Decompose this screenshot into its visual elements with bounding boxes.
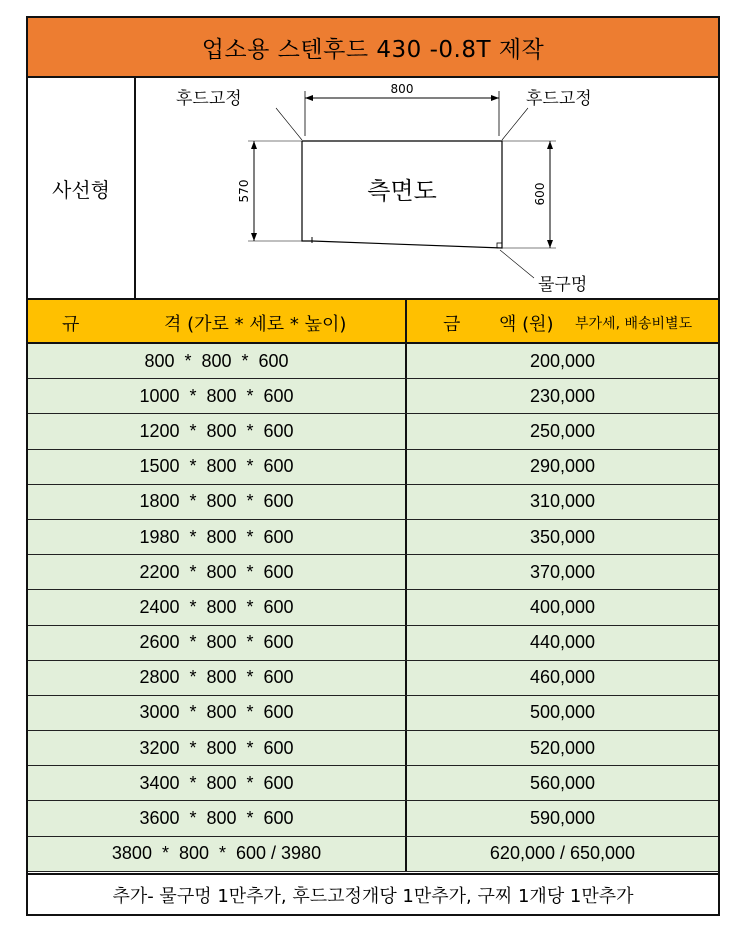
spec-cell: 3000 * 800 * 600 (28, 696, 407, 730)
table-row (28, 485, 718, 520)
price-header-first: 금 (443, 314, 461, 335)
arrow-head (547, 141, 553, 149)
callout-leader (276, 108, 302, 140)
spec-cell: 1200 * 800 * 600 (28, 414, 407, 448)
price-cell: 230,000 (529, 385, 596, 406)
spec-cell: 3400 * 800 * 600 (28, 766, 407, 800)
price-cell: 520,000 (529, 737, 596, 758)
table-row (28, 731, 718, 766)
hood-type-label: 사선형 (28, 78, 136, 298)
price-cell: 440,000 (529, 632, 596, 653)
callout-leader (502, 108, 528, 140)
left-height-label: 570 (237, 179, 251, 203)
price-cell: 460,000 (529, 667, 596, 688)
callout-leader (500, 250, 534, 278)
drain-callout: 물구멍 (538, 275, 588, 295)
table-row (28, 555, 718, 590)
price-cell: 350,000 (529, 526, 596, 547)
table-row (28, 379, 718, 414)
price-sheet (26, 16, 720, 916)
table-row (28, 801, 718, 836)
spec-cell: 2200 * 800 * 600 (28, 555, 407, 589)
side-view-label: 측면도 (367, 177, 437, 205)
right-height-label: 600 (533, 182, 547, 206)
table-row (28, 450, 718, 485)
table-header (28, 300, 718, 344)
side-view-diagram (136, 78, 718, 298)
spec-cell: 2400 * 800 * 600 (28, 590, 407, 624)
diagram-row (28, 78, 718, 300)
arrow-head (305, 95, 313, 101)
price-table-body (28, 344, 718, 872)
arrow-head (251, 233, 257, 241)
table-row (28, 696, 718, 731)
extras-note: 추가- 물구멍 1만추가, 후드고정개당 1만추가, 구찌 1개당 1만추가 (28, 873, 718, 914)
spec-column-header (28, 300, 407, 342)
arrow-head (491, 95, 499, 101)
price-cell: 290,000 (529, 456, 596, 477)
table-row (28, 520, 718, 555)
price-cell: 250,000 (529, 420, 596, 441)
arrow-head (547, 240, 553, 248)
right-fixing-callout: 후드고정 (526, 89, 592, 109)
spec-cell: 3600 * 800 * 600 (28, 801, 407, 835)
spec-cell: 1800 * 800 * 600 (28, 485, 407, 519)
table-row (28, 661, 718, 696)
table-row (28, 414, 718, 449)
spec-cell: 1980 * 800 * 600 (28, 520, 407, 554)
page-title: 업소용 스텐후드 430 -0.8T 제작 (28, 18, 718, 78)
price-cell: 620,000 / 650,000 (489, 843, 636, 864)
table-row (28, 766, 718, 801)
arrow-head (251, 141, 257, 149)
price-cell: 560,000 (529, 772, 596, 793)
price-header-note: 부가세, 배송비별도 (575, 316, 693, 332)
price-column-header (407, 300, 718, 342)
price-header-rest: 액 (원) (499, 314, 554, 335)
table-row (28, 626, 718, 661)
spec-cell: 1500 * 800 * 600 (28, 450, 407, 484)
price-cell: 590,000 (529, 808, 596, 829)
spec-cell: 1000 * 800 * 600 (28, 379, 407, 413)
price-cell: 310,000 (529, 491, 596, 512)
width-dim-label: 800 (390, 82, 414, 96)
spec-header-first: 규 (62, 314, 80, 335)
price-cell: 370,000 (529, 561, 596, 582)
price-cell: 400,000 (529, 596, 596, 617)
table-row (28, 590, 718, 625)
spec-cell: 800 * 800 * 600 (28, 344, 407, 378)
table-row (28, 344, 718, 379)
table-row (28, 837, 718, 872)
price-cell: 500,000 (529, 702, 596, 723)
spec-cell: 2800 * 800 * 600 (28, 661, 407, 695)
spec-cell: 3200 * 800 * 600 (28, 731, 407, 765)
spec-cell: 3800 * 800 * 600 / 3980 (28, 837, 407, 871)
spec-cell: 2600 * 800 * 600 (28, 626, 407, 660)
spec-header-rest: 격 (가로 * 세로 * 높이) (164, 314, 347, 335)
left-fixing-callout: 후드고정 (176, 89, 242, 109)
price-cell: 200,000 (529, 350, 596, 371)
